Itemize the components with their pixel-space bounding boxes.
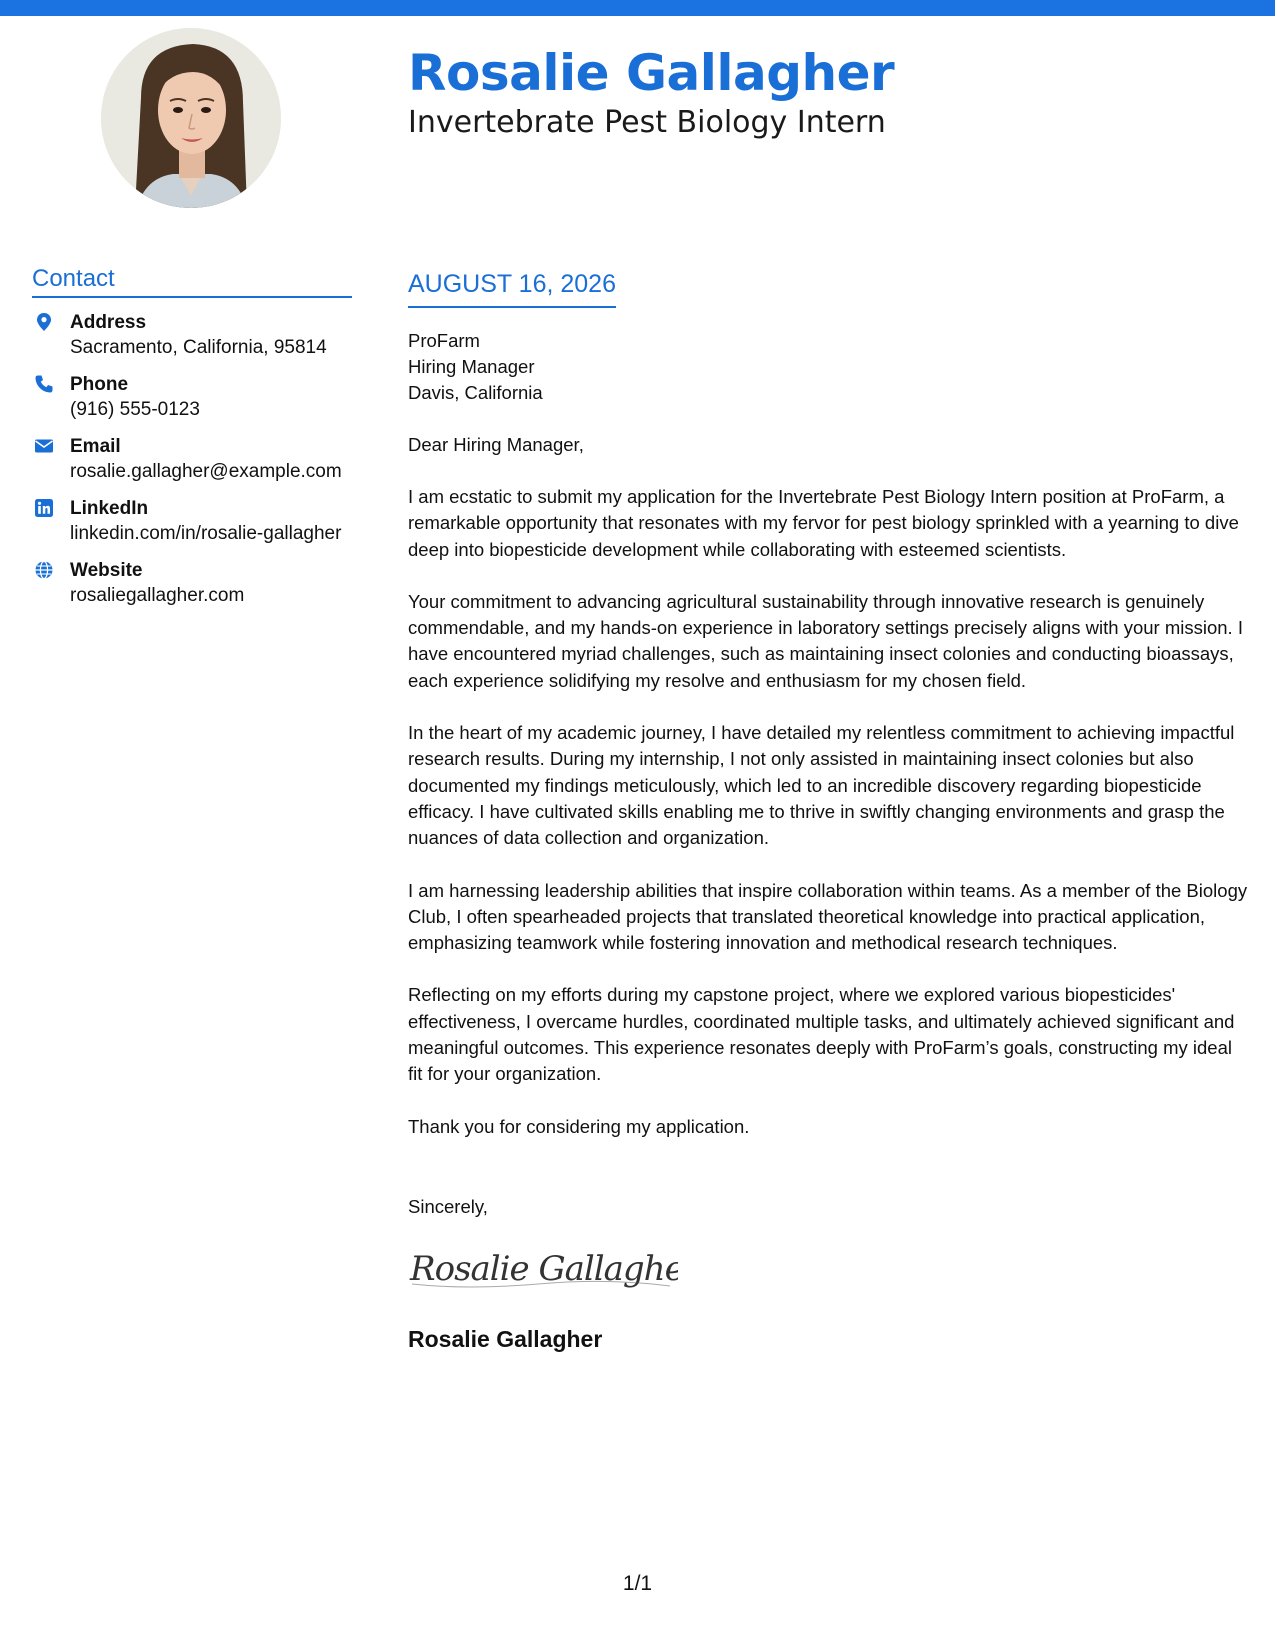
contact-linkedin <box>32 496 352 546</box>
contact-website <box>32 558 352 608</box>
handwritten-signature <box>408 1240 1248 1298</box>
contact-sidebar <box>32 264 352 620</box>
signed-name: Rosalie Gallagher <box>408 1325 603 1352</box>
salutation: Dear Hiring Manager, <box>408 434 584 455</box>
envelope-icon <box>34 436 54 456</box>
linkedin-value[interactable]: linkedin.com/in/rosalie-gallagher <box>70 523 342 544</box>
letter-paragraph: Reflecting on my efforts during my capstone project, where we explored various biopesticides' effectiveness, I overcame hurdles, coordinated multiple tasks, and ultimately achieved significant and meaningful outcomes. This experience resonates deeply with ProFarm’s goals, constructing my ideal fit for your organization. <box>408 984 1235 1085</box>
contact-phone <box>32 372 352 422</box>
contact-address <box>32 310 352 360</box>
letter-paragraph: Thank you for considering my application. <box>408 1115 750 1137</box>
website-value[interactable]: rosaliegallagher.com <box>70 585 245 606</box>
page-number: 1/1 <box>622 1572 653 1595</box>
recipient-company: ProFarm <box>408 330 480 351</box>
contact-label: Address <box>70 312 147 333</box>
letter-paragraph: I am harnessing leadership abilities that inspire collaboration within teams. As a member of the Biology Club, I often spearheaded projects that translated theoretical knowledge into practical application, emphasizing teamwork while fostering innovation and methodical research techniques. <box>408 879 1248 954</box>
letter-body <box>408 268 1248 1354</box>
letter-paragraph: I am ecstatic to submit my application for the Invertebrate Pest Biology Intern position at ProFarm, a remarkable opportunity that resonates with my fervor for pest biology sprinkled with a yearning to dive deep into biopesticide development while collaborating with esteemed scientists. <box>408 486 1239 560</box>
letter-paragraph: Your commitment to advancing agricultural sustainability through innovative research is genuinely commendable, and my hands-on experience in laboratory settings precisely aligns with your mission. I have encountered myriad challenges, such as maintaining insect colonies and conducting bioassays, each experience solidifying my resolve and enthusiasm for my chosen field. <box>408 590 1243 691</box>
contact-label: Email <box>70 436 121 457</box>
globe-icon <box>34 560 54 580</box>
phone-icon <box>34 374 54 394</box>
top-accent-bar <box>0 0 1275 16</box>
avatar <box>101 28 281 208</box>
recipient-block <box>408 328 1248 406</box>
address-value: Sacramento, California, 95814 <box>70 337 327 358</box>
recipient-role: Hiring Manager <box>408 356 535 377</box>
letter-paragraph: In the heart of my academic journey, I have detailed my relentless commitment to achieving impactful research results. During my internship, I not only assisted in maintaining insect colonies but also documented my findings meticulously, which led to an incredible discovery regarding biopesticide efficacy. I have cultivated skills enabling me to thrive in swiftly changing environments and grasp the nuances of data collection and organization. <box>408 722 1235 849</box>
email-value[interactable]: rosalie.gallagher@example.com <box>70 461 342 482</box>
recipient-location: Davis, California <box>408 382 543 403</box>
closing: Sincerely, <box>408 1195 488 1217</box>
contact-label: Website <box>70 560 143 581</box>
signature-text: Rosalie Gallagher <box>410 1248 678 1289</box>
contact-label: LinkedIn <box>70 498 149 519</box>
contact-label: Phone <box>70 374 129 395</box>
applicant-name: Rosalie Gallagher <box>408 44 895 102</box>
map-pin-icon <box>34 312 54 332</box>
job-title: Invertebrate Pest Biology Intern <box>408 105 886 140</box>
contact-email <box>32 434 352 484</box>
linkedin-icon <box>34 498 54 518</box>
letter-date: AUGUST 16, 2026 <box>408 268 616 308</box>
phone-value: (916) 555-0123 <box>70 399 200 420</box>
contact-heading: Contact <box>32 264 352 298</box>
